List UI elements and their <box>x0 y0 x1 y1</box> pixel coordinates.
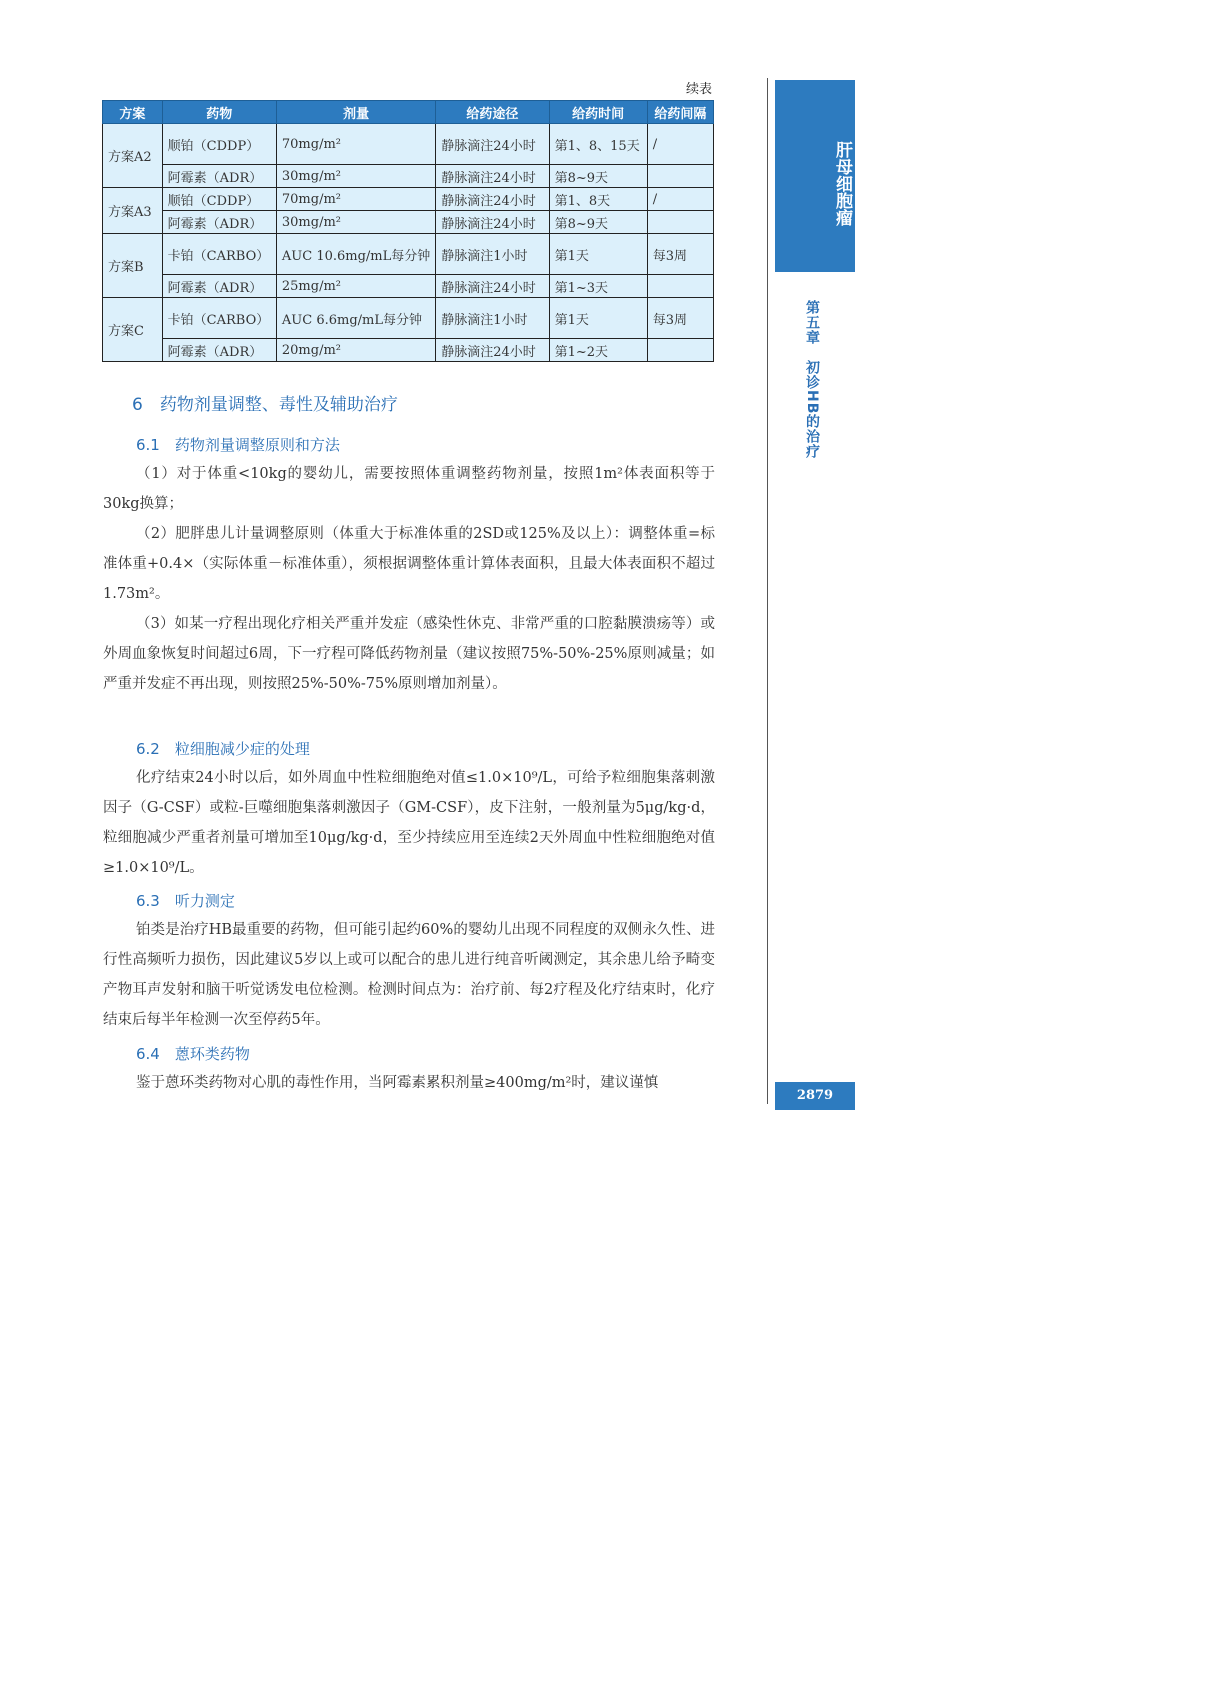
paragraph-6-1-2: （2）肥胖患儿计量调整原则（体重大于标准体重的2SD或125%及以上）：调整体重=标准体重+0.4×（实际体重－标准体重），须根据调整体重计算体表面积，且最大体表面积不超过1.73m²。 <box>103 526 715 602</box>
dose-cell: 70mg/m² <box>276 188 435 211</box>
scheme-cell: 方案C <box>103 298 163 362</box>
table-row <box>103 298 714 339</box>
sidebar-divider <box>767 78 768 1104</box>
interval-cell <box>647 165 713 188</box>
drug-cell: 阿霉素（ADR） <box>162 339 276 362</box>
dose-cell: 25mg/m² <box>276 275 435 298</box>
interval-cell: 每3周 <box>647 298 713 339</box>
interval-cell <box>647 339 713 362</box>
section-6-heading: 6 药物剂量调整、毒性及辅助治疗 <box>132 395 398 415</box>
interval-cell: / <box>647 124 713 165</box>
scheme-cell: 方案A3 <box>103 188 163 234</box>
table-row <box>103 275 714 298</box>
dose-cell: 30mg/m² <box>276 165 435 188</box>
time-cell: 第1天 <box>549 298 647 339</box>
chapter-title: 肝母细胞瘤 <box>832 140 852 226</box>
route-cell: 静脉滴注1小时 <box>436 234 549 275</box>
interval-cell <box>647 211 713 234</box>
route-cell: 静脉滴注24小时 <box>436 165 549 188</box>
route-cell: 静脉滴注24小时 <box>436 211 549 234</box>
dose-cell: 30mg/m² <box>276 211 435 234</box>
scheme-cell: 方案A2 <box>103 124 163 188</box>
drug-cell: 顺铂（CDDP） <box>162 188 276 211</box>
continued-label: 续表 <box>685 82 712 97</box>
drug-cell: 阿霉素（ADR） <box>162 275 276 298</box>
header-scheme: 方案 <box>103 101 163 124</box>
route-cell: 静脉滴注1小时 <box>436 298 549 339</box>
chapter-label: 第五章 初诊HB的治疗 <box>804 300 820 460</box>
time-cell: 第8~9天 <box>549 165 647 188</box>
interval-cell: 每3周 <box>647 234 713 275</box>
header-interval: 给药间隔 <box>647 101 713 124</box>
section-6-1-heading: 6.1 药物剂量调整原则和方法 <box>136 436 340 454</box>
paragraph-6-1-3: （3）如某一疗程出现化疗相关严重并发症（感染性休克、非常严重的口腔黏膜溃疡等）或外周血象恢复时间超过6周，下一疗程可降低药物剂量（建议按照75%-50%-25%原则减量；如严重并发症不再出现，则按照25%-50%-75%原则增加剂量）。 <box>103 616 715 692</box>
header-dose: 剂量 <box>276 101 435 124</box>
table-row <box>103 234 714 275</box>
route-cell: 静脉滴注24小时 <box>436 188 549 211</box>
time-cell: 第1~2天 <box>549 339 647 362</box>
time-cell: 第1、8天 <box>549 188 647 211</box>
paragraph-6-1-1: （1）对于体重<10kg的婴幼儿，需要按照体重调整药物剂量，按照1m²体表面积等于30kg换算； <box>103 466 715 512</box>
section-6-4-heading: 6.4 蒽环类药物 <box>136 1045 250 1063</box>
time-cell: 第1~3天 <box>549 275 647 298</box>
table-row <box>103 339 714 362</box>
paragraph-6-2-1: 化疗结束24小时以后，如外周血中性粒细胞绝对值≤1.0×10⁹/L，可给予粒细胞集落刺激因子（G-CSF）或粒-巨噬细胞集落刺激因子（GM-CSF），皮下注射，一般剂量为5μg/kg·d，粒细胞减少严重者剂量可增加至10μg/kg·d，至少持续应用至连续2天外周血中性粒细胞绝对值≥1.0×10⁹/L。 <box>103 770 715 876</box>
dose-cell: AUC 10.6mg/mL每分钟 <box>276 234 435 275</box>
dose-cell: 70mg/m² <box>276 124 435 165</box>
regimen-table <box>102 100 714 362</box>
time-cell: 第8~9天 <box>549 211 647 234</box>
table-row <box>103 211 714 234</box>
route-cell: 静脉滴注24小时 <box>436 275 549 298</box>
route-cell: 静脉滴注24小时 <box>436 339 549 362</box>
route-cell: 静脉滴注24小时 <box>436 124 549 165</box>
drug-cell: 阿霉素（ADR） <box>162 165 276 188</box>
table-header-row <box>103 101 714 124</box>
chapter-tab <box>775 80 855 272</box>
header-time: 给药时间 <box>549 101 647 124</box>
interval-cell <box>647 275 713 298</box>
time-cell: 第1天 <box>549 234 647 275</box>
table-row <box>103 188 714 211</box>
header-route: 给药途径 <box>436 101 549 124</box>
drug-cell: 阿霉素（ADR） <box>162 211 276 234</box>
interval-cell: / <box>647 188 713 211</box>
section-6-2-heading: 6.2 粒细胞减少症的处理 <box>136 740 310 758</box>
drug-cell: 卡铂（CARBO） <box>162 234 276 275</box>
section-6-3-heading: 6.3 听力测定 <box>136 892 235 910</box>
table-row <box>103 165 714 188</box>
paragraph-6-4-1: 鉴于蒽环类药物对心肌的毒性作用，当阿霉素累积剂量≥400mg/m²时，建议谨慎 <box>136 1075 659 1091</box>
table-row <box>103 124 714 165</box>
drug-cell: 卡铂（CARBO） <box>162 298 276 339</box>
scheme-cell: 方案B <box>103 234 163 298</box>
time-cell: 第1、8、15天 <box>549 124 647 165</box>
dose-cell: AUC 6.6mg/mL每分钟 <box>276 298 435 339</box>
page-number: 2879 <box>775 1082 855 1110</box>
header-drug: 药物 <box>162 101 276 124</box>
dose-cell: 20mg/m² <box>276 339 435 362</box>
paragraph-6-3-1: 铂类是治疗HB最重要的药物，但可能引起约60%的婴幼儿出现不同程度的双侧永久性、进行性高频听力损伤，因此建议5岁以上或可以配合的患儿进行纯音听阈测定，其余患儿给予畸变产物耳声发射和脑干听觉诱发电位检测。检测时间点为：治疗前、每2疗程及化疗结束时，化疗结束后每半年检测一次至停药5年。 <box>103 922 715 1028</box>
drug-cell: 顺铂（CDDP） <box>162 124 276 165</box>
